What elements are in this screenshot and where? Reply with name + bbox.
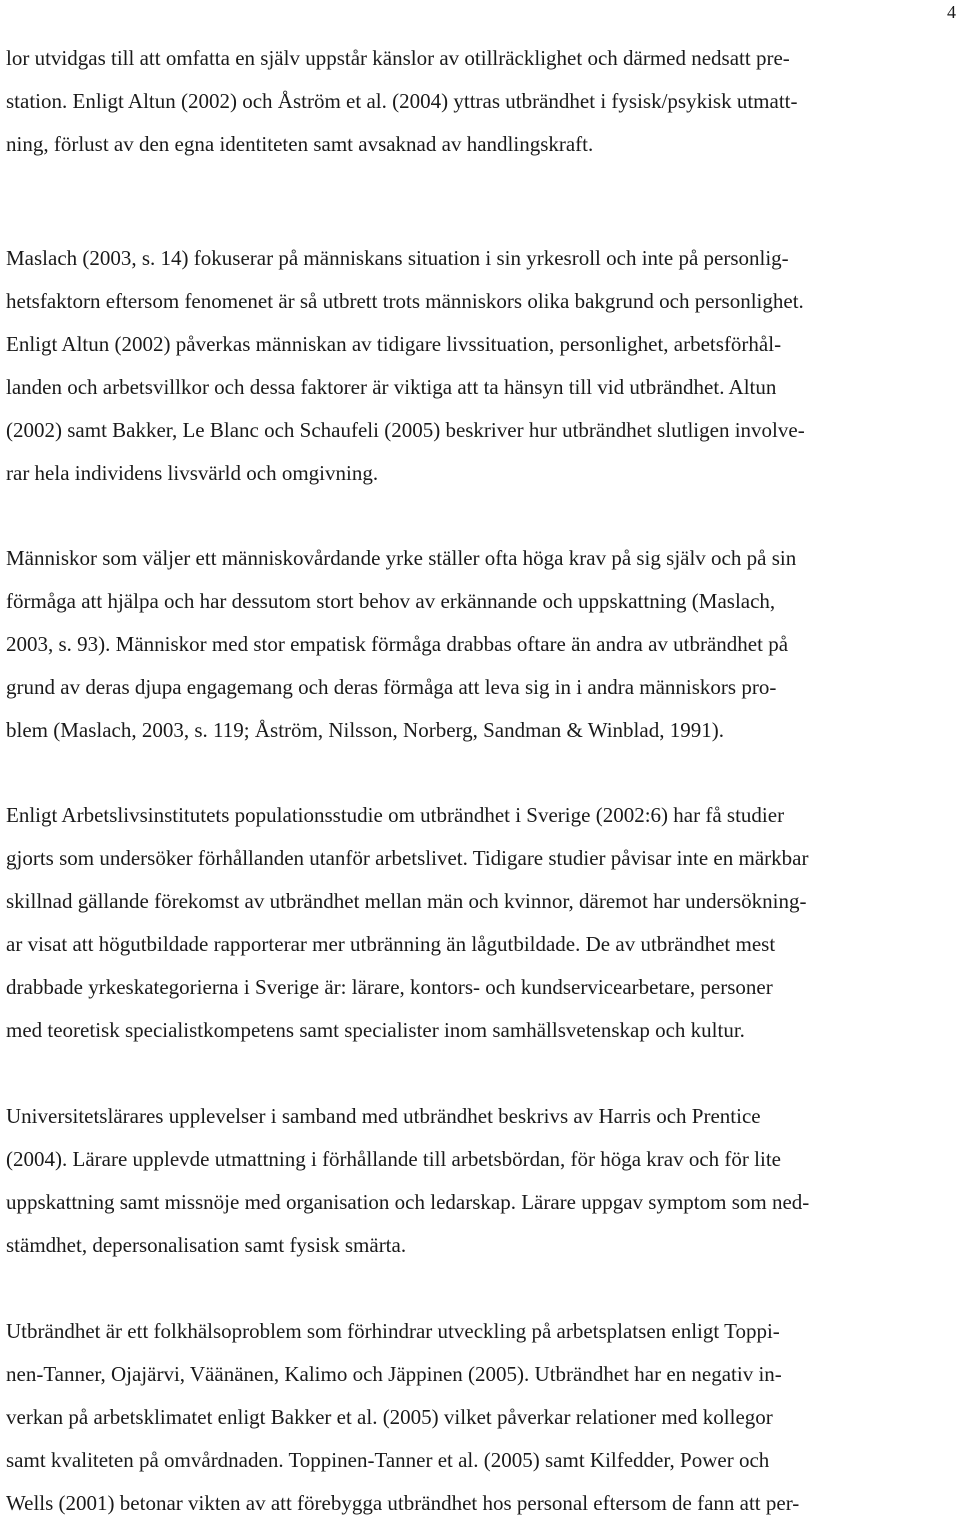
page-number: 4 xyxy=(947,2,956,22)
text-line: Enligt Altun (2002) påverkas människan av tidigare livssituation, personlighet, arbetsförhål- xyxy=(6,332,782,356)
text-line: samt kvaliteten på omvårdnaden. Toppinen-Tanner et al. (2005) samt Kilfedder, Power och xyxy=(6,1448,770,1472)
paragraph-4 xyxy=(6,794,960,1052)
text-line: förmåga att hjälpa och har dessutom stort behov av erkännande och uppskattning (Maslach, xyxy=(6,589,776,613)
text-line: stämdhet, depersonalisation samt fysisk smärta. xyxy=(6,1233,407,1257)
paragraph-5 xyxy=(6,1095,960,1267)
text-line: Wells (2001) betonar vikten av att förebygga utbrändhet hos personal eftersom de fann att per- xyxy=(6,1491,800,1515)
text-line: (2004). Lärare upplevde utmattning i förhållande till arbetsbördan, för höga krav och för lite xyxy=(6,1147,781,1171)
text-line: rar hela individens livsvärld och omgivning. xyxy=(6,461,379,485)
text-line: landen och arbetsvillkor och dessa faktorer är viktiga att ta hänsyn till vid utbrändhet. Altun xyxy=(6,375,777,399)
text-line: Utbrändhet är ett folkhälsoproblem som förhindrar utveckling på arbetsplatsen enligt Toppi- xyxy=(6,1319,780,1343)
text-line: Universitetslärares upplevelser i samband med utbrändhet beskrivs av Harris och Prentice xyxy=(6,1104,761,1128)
text-line: nen-Tanner, Ojajärvi, Väänänen, Kalimo och Jäppinen (2005). Utbrändhet har en negativ in- xyxy=(6,1362,782,1386)
text-line: station. Enligt Altun (2002) och Åström et al. (2004) yttras utbrändhet i fysisk/psykisk utmatt- xyxy=(6,89,798,113)
text-line: hetsfaktorn eftersom fenomenet är så utbrett trots människors olika bakgrund och personlighet. xyxy=(6,289,804,313)
paragraph-6 xyxy=(6,1310,960,1525)
text-line: Enligt Arbetslivsinstitutets populationsstudie om utbrändhet i Sverige (2002:6) har få studier xyxy=(6,803,785,827)
text-line: drabbade yrkeskategorierna i Sverige är: lärare, kontors- och kundservicearbetare, personer xyxy=(6,975,773,999)
paragraph-3 xyxy=(6,537,960,752)
text-line: (2002) samt Bakker, Le Blanc och Schaufeli (2005) beskriver hur utbrändhet slutligen involve- xyxy=(6,418,805,442)
text-line: verkan på arbetsklimatet enligt Bakker et al. (2005) vilket påverkar relationer med kollegor xyxy=(6,1405,773,1429)
text-line: skillnad gällande förekomst av utbrändhet mellan män och kvinnor, däremot har undersökning- xyxy=(6,889,807,913)
text-line: grund av deras djupa engagemang och deras förmåga att leva sig in i andra människors pro- xyxy=(6,675,777,699)
text-line: lor utvidgas till att omfatta en själv uppstår känslor av otillräcklighet och därmed nedsatt pre- xyxy=(6,46,790,70)
text-line: 2003, s. 93). Människor med stor empatisk förmåga drabbas oftare än andra av utbrändhet på xyxy=(6,632,789,656)
paragraph-1 xyxy=(6,37,960,166)
text-line: Maslach (2003, s. 14) fokuserar på människans situation i sin yrkesroll och inte på personlig- xyxy=(6,246,789,270)
text-line: ning, förlust av den egna identiteten samt avsaknad av handlingskraft. xyxy=(6,132,594,156)
text-line: Människor som väljer ett människovårdande yrke ställer ofta höga krav på sig själv och på sin xyxy=(6,546,797,570)
text-line: ar visat att högutbildade rapporterar mer utbränning än lågutbildade. De av utbrändhet mest xyxy=(6,932,776,956)
text-line: uppskattning samt missnöje med organisation och ledarskap. Lärare uppgav symptom som ned- xyxy=(6,1190,810,1214)
text-line: gjorts som undersöker förhållanden utanför arbetslivet. Tidigare studier påvisar inte en märkbar xyxy=(6,846,809,870)
text-line: blem (Maslach, 2003, s. 119; Åström, Nilsson, Norberg, Sandman & Winblad, 1991). xyxy=(6,718,724,742)
paragraph-2 xyxy=(6,237,960,495)
text-line: med teoretisk specialistkompetens samt specialister inom samhällsvetenskap och kultur. xyxy=(6,1018,745,1042)
